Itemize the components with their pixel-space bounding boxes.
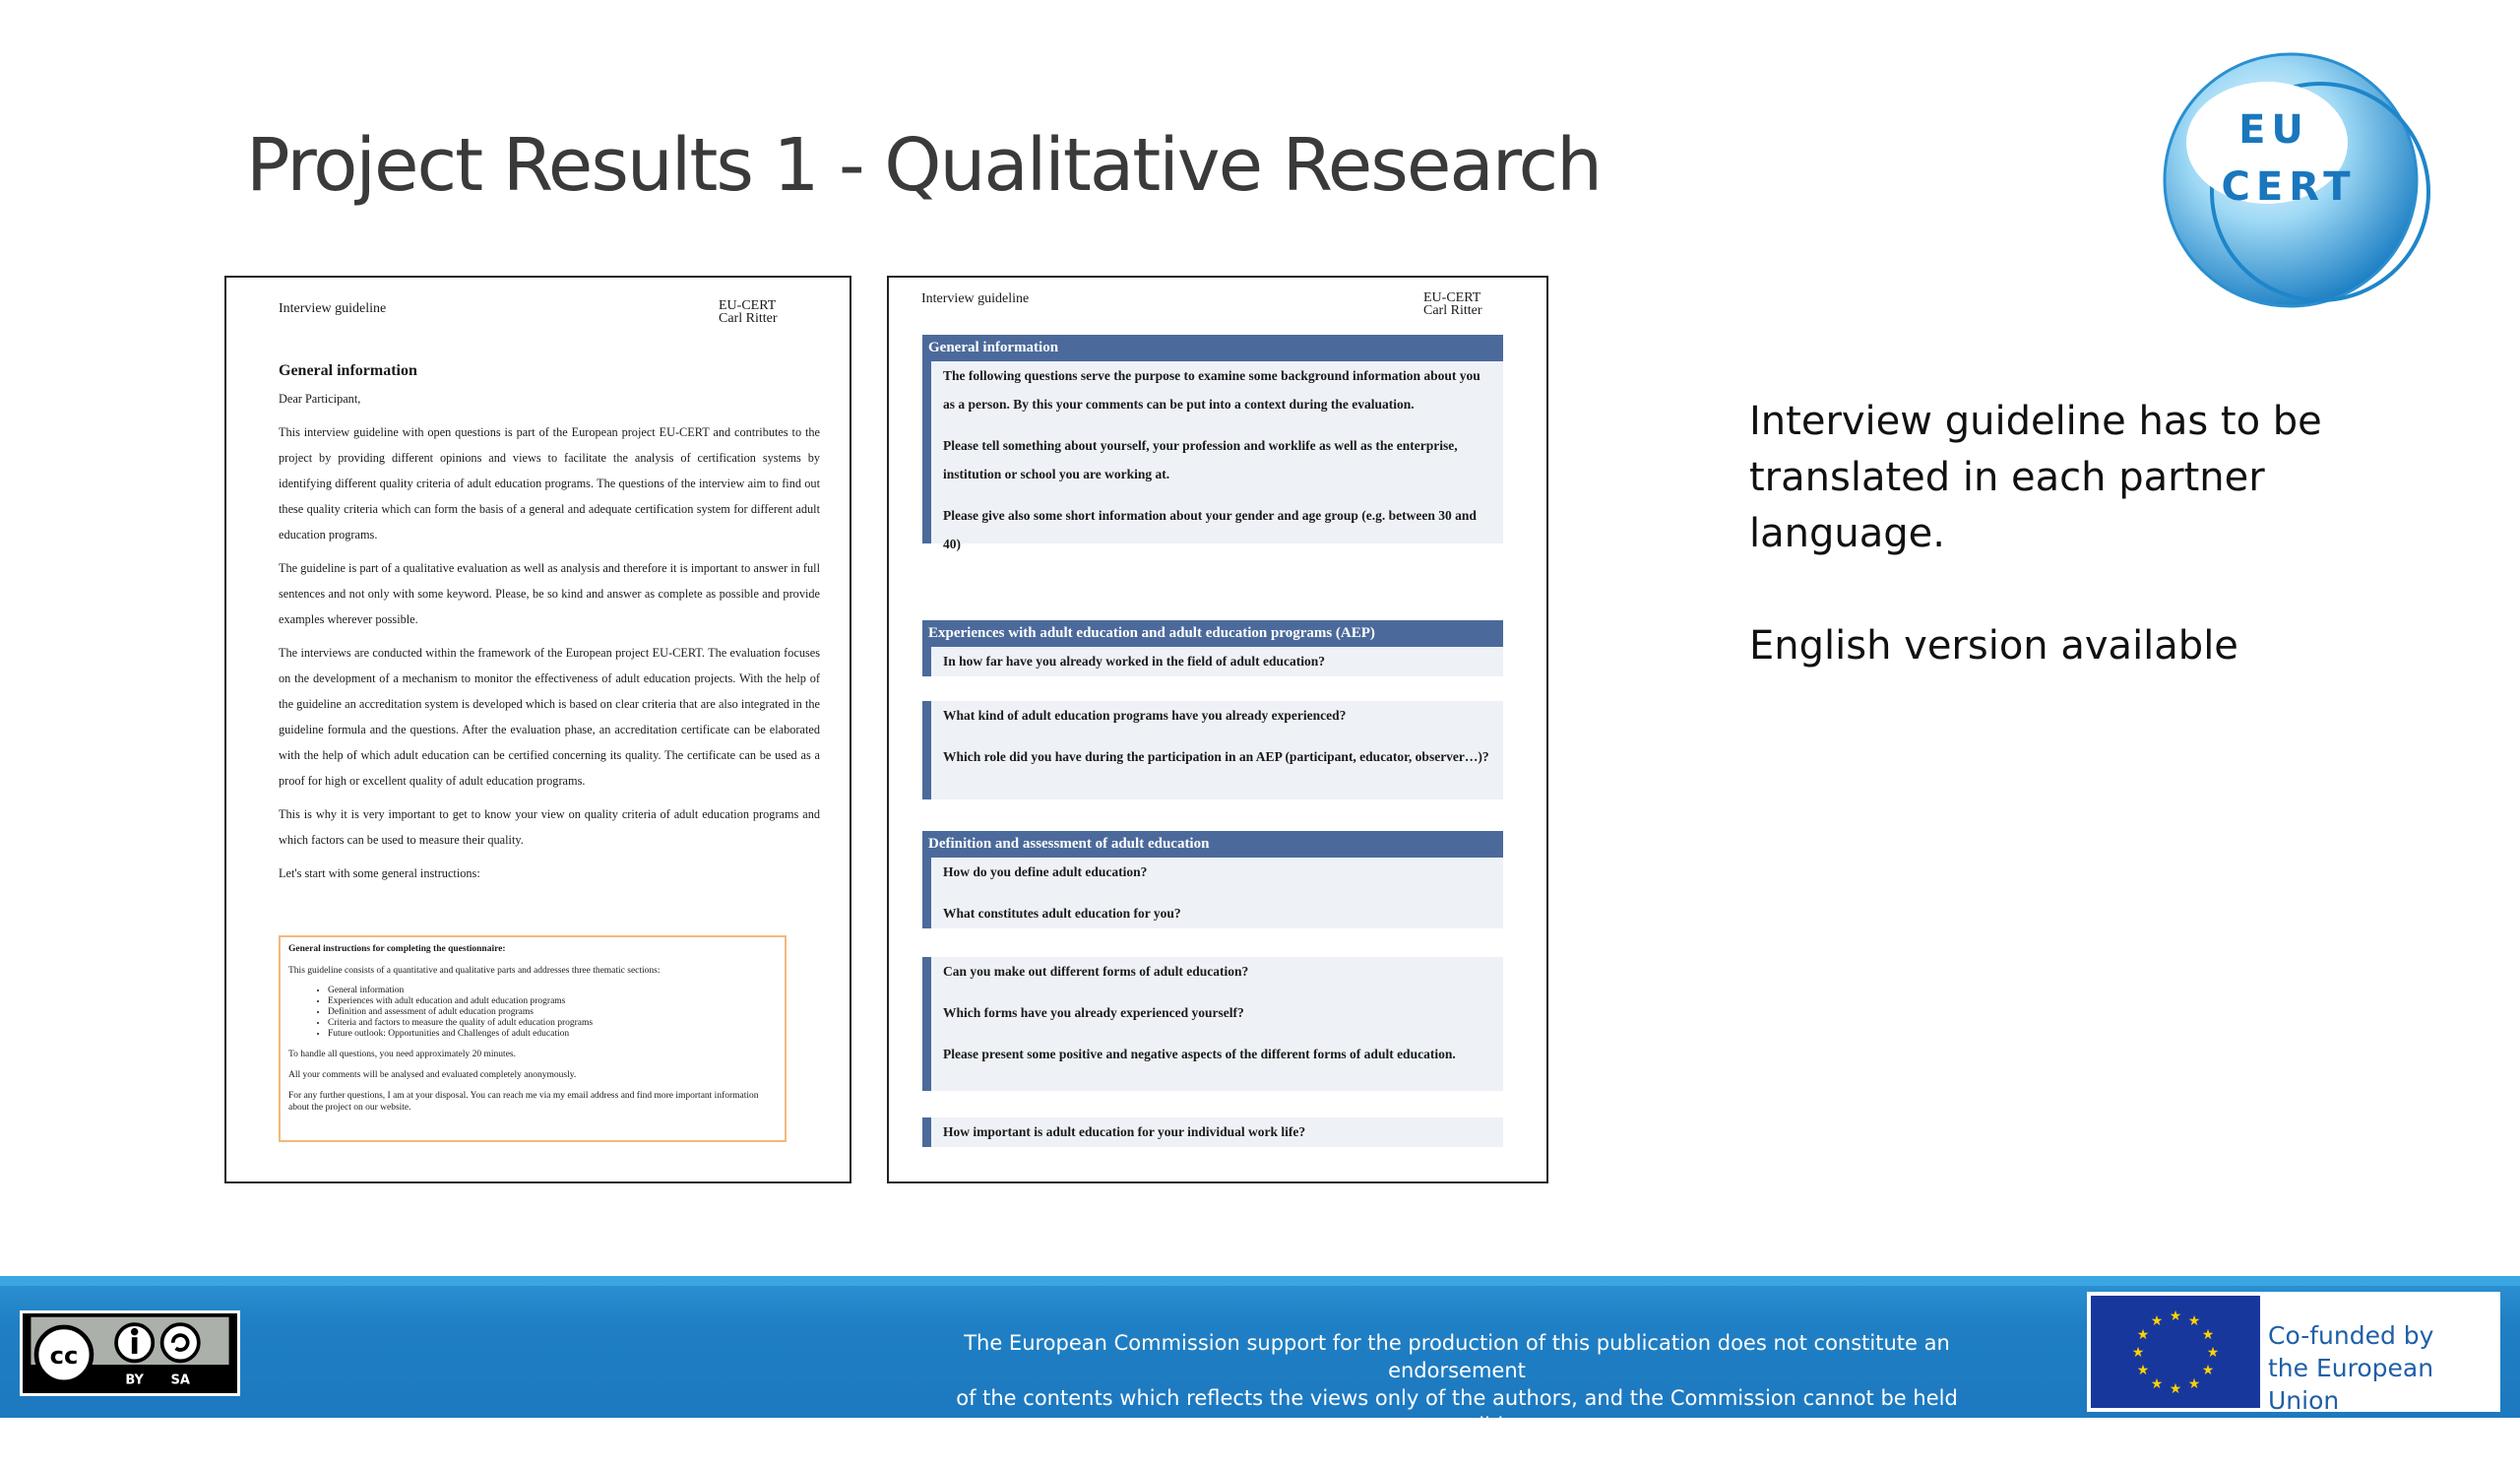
section-title-experiences: Experiences with adult education and adult education programs (AEP): [922, 620, 1503, 647]
svg-text:★: ★: [2187, 1313, 2201, 1329]
svg-text:★: ★: [2201, 1327, 2215, 1343]
svg-text:★: ★: [2136, 1363, 2150, 1378]
question: Which forms have you already experienced yourself?: [943, 1005, 1244, 1020]
question: Please tell something about yourself, your profession and worklife as well as the enterprise, institution or school you are working at.: [943, 438, 1458, 481]
header-org: [1423, 291, 1482, 317]
question: Which role did you have during the participation in an AEP (participant, educator, observer…)?: [943, 749, 1489, 764]
question: Can you make out different forms of adult education?: [943, 964, 1249, 979]
question: Please give also some short information about your gender and age group (e.g. between 30 and 40): [943, 508, 1477, 551]
eu-cofunded-badge: [2087, 1292, 2500, 1415]
eu-cofunded-text: [2268, 1319, 2500, 1417]
eu-flag-icon: [2091, 1296, 2260, 1408]
question-block: [922, 1117, 1503, 1147]
disclaimer-line: for any use which may be made of the information contained therein.: [1096, 1441, 1818, 1465]
instructions-contact: For any further questions, I am at your disposal. You can reach me via my email address and find more important information about the project on our website.: [288, 1091, 759, 1113]
eu-cert-logo: [2151, 44, 2436, 310]
eu-text-line1: Co-funded by: [2268, 1321, 2434, 1350]
list-item: • General information: [328, 986, 777, 996]
paragraph: Let's start with some general instructions:: [279, 866, 480, 880]
disclaimer-line: The European Commission support for the production of this publication does not constitute an endorsement: [964, 1331, 1950, 1382]
question: What kind of adult education programs have you already experienced?: [943, 708, 1347, 723]
section-title-definition: Definition and assessment of adult education: [922, 831, 1503, 858]
question-block: [922, 858, 1503, 928]
svg-text:★: ★: [2169, 1381, 2182, 1397]
cc-by-label: BY: [125, 1372, 144, 1388]
question-block: [922, 361, 1503, 551]
eu-text-line2: the European Union: [2268, 1354, 2434, 1415]
svg-text:★: ★: [2201, 1363, 2215, 1378]
instructions-intro: This guideline consists of a quantitative and qualitative parts and addresses three thematic sections:: [288, 966, 661, 976]
cc-by-sa-license-icon: [20, 1310, 240, 1396]
question: In how far have you already worked in the field of adult education?: [943, 654, 1326, 669]
header-org-line2: Carl Ritter: [1423, 303, 1482, 318]
question: How do you define adult education?: [943, 864, 1148, 879]
paragraph: The interviews are conducted within the framework of the European project EU-CERT. The evaluation focuses on the development of a mechanism to monitor the effectiveness of adult education projects. With the help of the guideline an accreditation system is developed which is based on clear criteria that are also integrated in the guideline formula and the questions. After the evaluation phase, an accreditation certificate can be elaborated with the help of which adult education can be certified concerning its quality. The certificate can be used as a proof for high or excellent quality of adult education programs.: [279, 646, 820, 788]
question-block: [922, 647, 1503, 676]
list-item: • Definition and assessment of adult education programs: [328, 1007, 777, 1018]
document-page-general-information: [224, 276, 851, 1183]
header-org-line2: Carl Ritter: [719, 311, 778, 326]
question: What constitutes adult education for you?: [943, 906, 1181, 921]
paragraph: The guideline is part of a qualitative evaluation as well as analysis and therefore it is important to answer in full sentences and not only with some keyword. Please, be so kind and answer as complete as possible and provide examples wherever possible.: [279, 561, 820, 626]
slide-title: Project Results 1 - Qualitative Research: [246, 123, 1602, 208]
question: The following questions serve the purpose to examine some background information about you as a person. By this your comments can be put into a context during the evaluation.: [943, 368, 1480, 412]
svg-text:★: ★: [2150, 1313, 2164, 1329]
section-title-general-information: General information: [922, 335, 1503, 361]
note-english-version: English version available: [1749, 623, 2238, 669]
question-block: [922, 957, 1503, 1091]
page-header: [226, 278, 850, 337]
svg-text:★: ★: [2136, 1327, 2150, 1343]
salutation: Dear Participant,: [279, 392, 361, 406]
paragraph: This interview guideline with open questions is part of the European project EU-CERT and contributes to the project by providing different opinions and views to facilitate the analysis of certification systems by identifying different quality criteria of adult education programs. The questions of the interview aim to find out these quality criteria which can form the basis of a general and adequate certification system for different adult education programs.: [279, 425, 820, 542]
header-org-line1: EU-CERT: [719, 298, 777, 313]
question: Please present some positive and negative aspects of the different forms of adult education.: [943, 1047, 1456, 1061]
instructions-list: [288, 986, 777, 1040]
instructions-box: [279, 935, 787, 1142]
logo-text-cert: CERT: [2221, 164, 2357, 210]
svg-text:★: ★: [2150, 1376, 2164, 1392]
cc-sa-label: SA: [170, 1372, 190, 1388]
header-label: Interview guideline: [921, 291, 1030, 306]
list-item: • Future outlook: Opportunities and Challenges of adult education: [328, 1029, 777, 1040]
instructions-anonymity: All your comments will be analysed and evaluated completely anonymously.: [288, 1070, 577, 1080]
question-block: [922, 701, 1503, 799]
svg-text:★: ★: [2169, 1308, 2182, 1324]
document-page-questions: [887, 276, 1548, 1183]
header-org-line1: EU-CERT: [1423, 290, 1481, 305]
logo-text-eu: EU: [2238, 107, 2309, 153]
disclaimer-line: of the contents which reflects the views only of the authors, and the Commission cannot be held responsible: [956, 1386, 1958, 1437]
page-header: [889, 278, 1546, 337]
header-org: [719, 299, 778, 325]
paragraph: This is why it is very important to get to know your view on quality criteria of adult education programs and which factors can be used to measure their quality.: [279, 807, 820, 847]
instructions-time: To handle all questions, you need approximately 20 minutes.: [288, 1050, 516, 1059]
svg-text:★: ★: [2131, 1345, 2145, 1361]
note-translation: Interview guideline has to be translated in each partner language.: [1749, 399, 2322, 556]
header-label: Interview guideline: [279, 301, 387, 316]
list-item: • Experiences with adult education and adult education programs: [328, 996, 777, 1007]
eu-disclaimer: [915, 1329, 1998, 1467]
svg-text:★: ★: [2187, 1376, 2201, 1392]
svg-text:cc: cc: [49, 1342, 79, 1371]
question: How important is adult education for your individual work life?: [943, 1124, 1306, 1139]
page-body: [279, 356, 820, 894]
instructions-title: General instructions for completing the questionnaire:: [288, 944, 506, 954]
page-heading: General information: [279, 362, 417, 379]
list-item: • Criteria and factors to measure the quality of adult education programs: [328, 1018, 777, 1029]
svg-text:★: ★: [2206, 1345, 2220, 1361]
side-notes: [1749, 394, 2340, 674]
footer-bar: [0, 1276, 2520, 1465]
